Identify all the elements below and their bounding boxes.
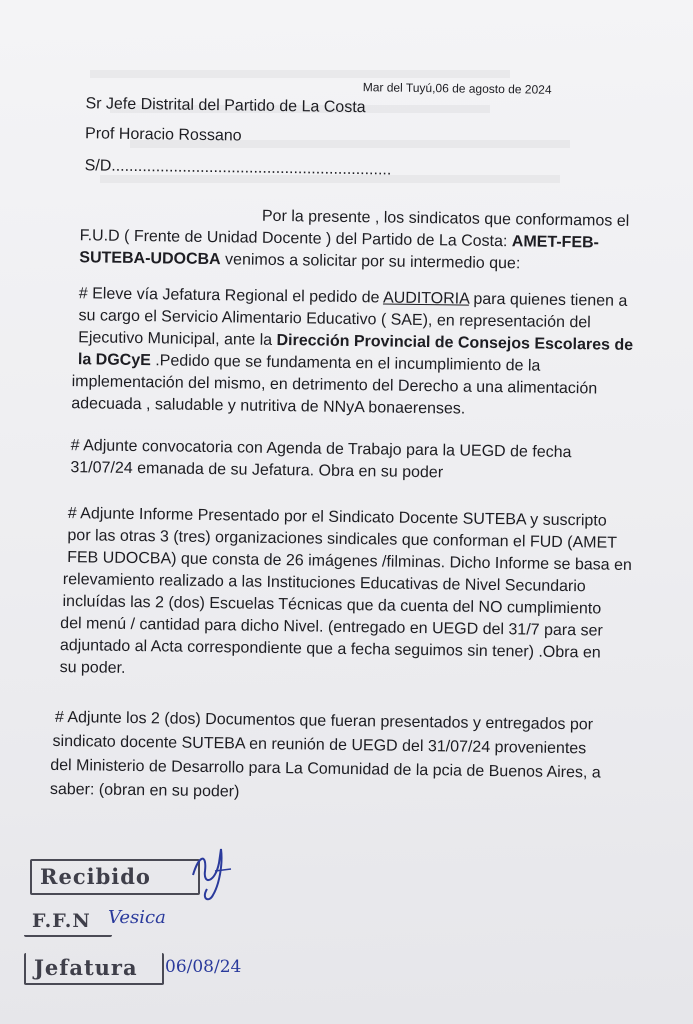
p1-text: # Eleve vía Jefatura Regional el pedido de [78,285,384,307]
intro-text: venimos a solicitar por su intermedio que: [220,251,521,273]
p3-line-2: por las otras 3 (tres) organizaciones sindicales que conforman el FUD (AMET [67,527,618,552]
p1-line-5: implementación del mismo, en detrimento del Derecho a una alimentación [71,373,598,398]
p3-line-5: incluídas las 2 (dos) Escuelas Técnicas que da cuenta del NO cumplimiento [62,592,602,618]
p2-line-1: # Adjunte convocatoria con Agenda de Trabajo para la UEGD de fecha [70,437,572,462]
dgcye-bold: la DGCyE [77,351,151,370]
p1-text: para quienes tienen a [468,290,628,310]
salutation-dots: ............................................................... [111,157,392,179]
handwritten-name: Vesica [108,907,166,928]
salutation-prefix: S/D [84,157,112,175]
p2-line-2: 31/07/24 emanada de su Jefatura. Obra en su poder [70,459,444,482]
stamp-ffn: F.F.N [24,907,112,937]
p3-line-6: del menú / cantidad para dicho Nivel. (entregado en UEGD del 31/7 para ser [60,614,603,640]
auditoria-underlined: AUDITORIA [382,289,470,308]
stamp-recibido: Recibido [30,859,200,895]
intro-line-3 [79,248,520,274]
p1-line-6: adecuada , saludable y nutritiva de NNyA bonaerenses. [71,395,466,418]
intro-text: F.U.D ( Frente de Unidad Docente ) del Partido de La Costa: [79,227,512,251]
p3-line-8: su poder. [59,658,126,677]
p1-text: Ejecutivo Municipal, ante la [78,329,277,349]
p3-line-4: relevamiento realizado a las Instituciones Educativas de Nivel Secundario [62,570,586,596]
p3-line-7: adjuntado al Acta correspondiente que a fecha seguimos sin tener) .Obra en [59,636,601,662]
direccion-bold: Dirección Provincial de Consejos Escolares de [276,331,634,354]
p1-line-2: su cargo el Servicio Alimentario Educativo ( SAE), en representación del [78,307,591,332]
recipient-name: Prof Horacio Rossano [84,125,242,145]
handwritten-date: 06/08/24 [165,957,242,977]
salutation [84,156,391,180]
received-stamp [20,845,290,1015]
stamp-jefatura: Jefatura [24,953,164,985]
union-names-bold: AMET-FEB- [511,233,600,252]
p4-line-1: # Adjunte los 2 (dos) Documentos que fueran presentados y entregados por [54,708,594,734]
p4-line-4: saber: (obran en su poder) [49,780,240,801]
recipient-title: Sr Jefe Distrital del Partido de La Costa [85,95,366,117]
letter-date: Mar del Tuyú,06 de agosto de 2024 [362,80,552,97]
union-names-bold: SUTEBA-UDOCBA [79,249,221,269]
intro-line-1: Por la presente , los sindicatos que conformamos el [261,207,630,230]
signature-icon [185,845,245,905]
p3-line-3: FEB UDOCBA) que consta de 26 imágenes /filminas. Dicho Informe se basa en [67,549,632,574]
p1-text: .Pedido que se fundamenta en el incumplimiento de la [150,352,541,375]
p4-line-3: del Ministerio de Desarrollo para La Comunidad de la pcia de Buenos Aires, a [50,756,601,782]
p3-line-1: # Adjunte Informe Presentado por el Sindicato Docente SUTEBA y suscripto [67,505,607,530]
p4-line-2: sindicato docente SUTEBA en reunión de UEGD del 31/07/24 provenientes [52,732,587,758]
